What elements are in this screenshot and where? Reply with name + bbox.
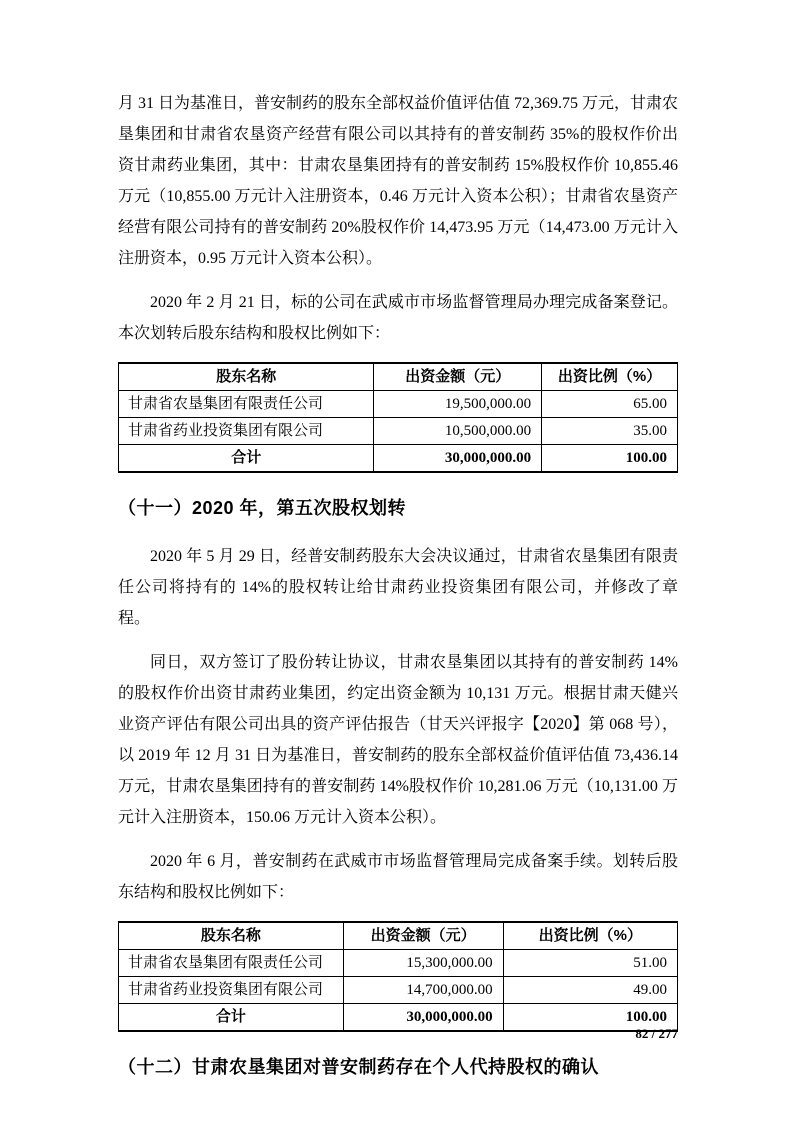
total-label: 合计: [119, 445, 374, 473]
total-ratio: 100.00: [503, 1004, 677, 1032]
table-row: [119, 950, 678, 977]
contribution-amount: 10,500,000.00: [374, 418, 542, 445]
contribution-amount: 15,300,000.00: [343, 950, 503, 977]
section-heading-twelve: （十二）甘肃农垦集团对普安制药存在个人代持股权的确认: [118, 1057, 599, 1077]
total-label: 合计: [119, 1004, 344, 1032]
col-header-shareholder-name: 股东名称: [119, 922, 344, 950]
table-header-row: [119, 363, 678, 391]
contribution-ratio: 51.00: [503, 950, 677, 977]
total-amount: 30,000,000.00: [343, 1004, 503, 1032]
col-header-contribution-ratio: 出资比例（%）: [503, 922, 677, 950]
table-total-row: [119, 1004, 678, 1032]
table-row: [119, 418, 678, 445]
contribution-amount: 19,500,000.00: [374, 391, 542, 418]
total-ratio: 100.00: [542, 445, 678, 473]
contribution-ratio: 65.00: [542, 391, 678, 418]
shareholder-name: 甘肃省药业投资集团有限公司: [119, 977, 344, 1004]
paragraph-resolution-2020-05: 2020 年 5 月 29 日，经普安制药股东大会决议通过，甘肃省农垦集团有限责任公司将持有的 14%的股权转让给甘肃药业投资集团有限公司，并修改了章程。: [118, 548, 678, 627]
shareholder-name: 甘肃省农垦集团有限责任公司: [119, 950, 344, 977]
shareholder-name: 甘肃省药业投资集团有限公司: [119, 418, 374, 445]
contribution-ratio: 35.00: [542, 418, 678, 445]
table-row: [119, 977, 678, 1004]
table-shareholding-after-fifth-transfer: [118, 921, 678, 1032]
table-header-row: [119, 922, 678, 950]
paragraph-filing-2020-06: 2020 年 6 月，普安制药在武威市市场监督管理局完成备案手续。划转后股东结构和股权比例如下：: [118, 853, 678, 901]
table-total-row: [119, 445, 678, 473]
col-header-shareholder-name: 股东名称: [119, 363, 374, 391]
col-header-contribution-ratio: 出资比例（%）: [542, 363, 678, 391]
section-heading-eleven: （十一）2020 年，第五次股权划转: [118, 498, 407, 518]
shareholder-name: 甘肃省农垦集团有限责任公司: [119, 391, 374, 418]
contribution-ratio: 49.00: [503, 977, 677, 1004]
paragraph-valuation-continuation: 月 31 日为基准日，普安制药的股东全部权益价值评估值 72,369.75 万元，甘肃农垦集团和甘肃省农垦资产经营有限公司以其持有的普安制药 35%的股权作价出资甘肃药业集团，其中：甘肃农垦集团持有的普安制药 15%股权作价 10,855.46 万元（10,855.00 万元计入注册资本，0.46 万元计入资本公积）；甘肃省农垦资产经营有限公司持有的普安制药 20%股权作价 14,473.95 万元（14,473.00 万元计入注册资本，0.95 万元计入资本公积）。: [118, 95, 679, 267]
contribution-amount: 14,700,000.00: [343, 977, 503, 1004]
paragraph-transfer-agreement: 同日，双方签订了股份转让协议，甘肃农垦集团以其持有的普安制药 14%的股权作价出资甘肃药业集团，约定出资金额为 10,131 万元。根据甘肃天健兴业资产评估有限公司出具的资产评估报告（甘天兴评报字【2020】第 068 号），以 2019 年 12 月 31 日为基准日，普安制药的股东全部权益价值评估值 73,436.14 万元，甘肃农垦集团持有的普安制药 14%股权作价 10,281.06 万元（10,131.00 万元计入注册资本，150.06 万元计入资本公积）。: [118, 654, 678, 826]
total-amount: 30,000,000.00: [374, 445, 542, 473]
table-shareholding-after-fourth-transfer: [118, 362, 678, 473]
page-number: 82 / 277: [635, 1026, 678, 1041]
col-header-contribution-amount: 出资金额（元）: [374, 363, 542, 391]
table-row: [119, 391, 678, 418]
paragraph-registration-2020-02: 2020 年 2 月 21 日，标的公司在武威市市场监督管理局办理完成备案登记。本次划转后股东结构和股权比例如下：: [118, 294, 678, 342]
col-header-contribution-amount: 出资金额（元）: [343, 922, 503, 950]
